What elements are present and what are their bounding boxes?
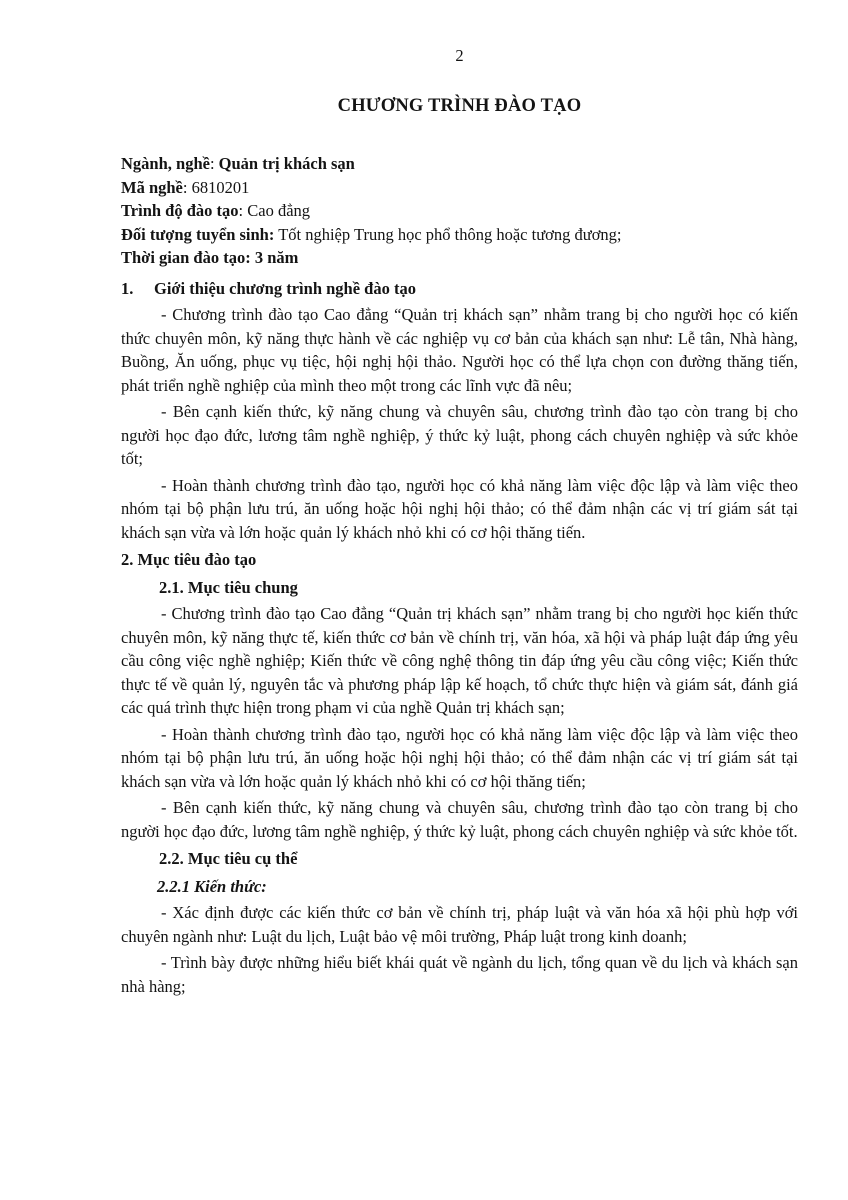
metadata-block xyxy=(121,152,798,270)
paragraph: - Bên cạnh kiến thức, kỹ năng chung và chuyên sâu, chương trình đào tạo còn trang bị cho người học đạo đức, lương tâm nghề nghiệp, ý thức kỷ luật, phong cách chuyên nghiệp và sức khỏe tốt. xyxy=(121,798,798,841)
meta-line-doi-tuong xyxy=(121,223,798,247)
section-2-2-heading: 2.2. Mục tiêu cụ thể xyxy=(159,849,298,868)
meta-line-ma-nghe xyxy=(121,176,798,200)
section-1-title: Giới thiệu chương trình nghề đào tạo xyxy=(154,278,416,298)
paragraph: - Xác định được các kiến thức cơ bản về chính trị, pháp luật và văn hóa xã hội phù hợp với chuyên ngành như: Luật du lịch, Luật bảo vệ môi trường, Pháp luật trong kinh doanh; xyxy=(121,903,798,946)
meta-value: Cao đẳng xyxy=(247,201,311,220)
meta-label: Ngành, nghề xyxy=(121,154,210,173)
section-1-number: 1. xyxy=(121,278,134,298)
paragraph: - Chương trình đào tạo Cao đẳng “Quản trị khách sạn” nhằm trang bị cho người học có kiến thức chuyên môn, kỹ năng thực hành về các nghiệp vụ cơ bản của khách sạn như: Lễ tân, Nhà hàng, Buồng, Ăn uống, phục vụ tiệc, hội nghị hội thảo. Người học có thể lựa chọn con đường thăng tiến, phát triển nghề nghiệp của mình theo một trong các lĩnh vực đã nêu; xyxy=(121,305,798,395)
meta-label: Mã nghề xyxy=(121,177,183,197)
meta-separator: : xyxy=(238,201,248,220)
paragraph: - Hoàn thành chương trình đào tạo, người học có khả năng làm việc độc lập và làm việc theo nhóm tại bộ phận lưu trú, ăn uống hoặc hội nghị hội thảo; có thể đảm nhận các vị trí giám sát tại khách sạn vừa và lớn hoặc quản lý khách nhỏ khi có cơ hội thăng tiến. xyxy=(121,475,798,542)
section-2-1-heading: 2.1. Mục tiêu chung xyxy=(159,577,298,597)
page-number: 2 xyxy=(455,46,464,65)
meta-separator: : xyxy=(209,154,219,173)
meta-separator: : xyxy=(182,177,192,197)
meta-label: Đối tượng tuyển sinh: xyxy=(121,224,275,244)
document-title: CHƯƠNG TRÌNH ĐÀO TẠO xyxy=(337,95,582,116)
meta-line-nganh-nghe xyxy=(121,152,798,176)
meta-label: Thời gian đào tạo: 3 năm xyxy=(121,248,299,267)
paragraph: - Chương trình đào tạo Cao đẳng “Quản trị khách sạn” nhằm trang bị cho người học kiến thức chuyên môn, kỹ năng thực tế, kiến thức cơ bản về chính trị, văn hóa, xã hội và pháp luật đáp ứng yêu cầu công việc nghề nghiệp; Kiến thức về công nghệ thông tin đáp ứng yêu cầu công việc; Kiến thức thực tế về quản lý, nguyên tắc và phương pháp lập kế hoạch, tổ chức thực hiện và giám sát, đánh giá các quá trình thực hiện trong phạm vi của nghề Quản trị khách sạn; xyxy=(121,604,798,717)
paragraph: - Trình bày được những hiểu biết khái quát về ngành du lịch, tổng quan về du lịch và khách sạn nhà hàng; xyxy=(121,953,798,996)
paragraph: - Hoàn thành chương trình đào tạo, người học có khả năng làm việc độc lập và làm việc theo nhóm tại bộ phận lưu trú, ăn uống hoặc hội nghị hội thảo; có thể đảm nhận các vị trí giám sát tại khách sạn vừa và lớn hoặc quản lý khách nhỏ khi có cơ hội thăng tiến; xyxy=(121,724,798,791)
meta-value: Quản trị khách sạn xyxy=(218,154,355,173)
paragraph: - Bên cạnh kiến thức, kỹ năng chung và chuyên sâu, chương trình đào tạo còn trang bị cho người học đạo đức, lương tâm nghề nghiệp, ý thức kỷ luật, phong cách chuyên nghiệp và sức khỏe tốt; xyxy=(121,402,798,468)
section-1-heading xyxy=(121,277,798,301)
meta-line-thoi-gian xyxy=(121,246,798,270)
section-2-2-1-heading: 2.2.1 Kiến thức: xyxy=(157,876,267,896)
section-2-heading: 2. Mục tiêu đào tạo xyxy=(121,550,257,569)
meta-value: 6810201 xyxy=(191,177,250,197)
meta-label: Trình độ đào tạo xyxy=(121,201,239,220)
meta-value: Tốt nghiệp Trung học phổ thông hoặc tương đương; xyxy=(278,224,622,244)
meta-line-trinh-do xyxy=(121,199,798,223)
